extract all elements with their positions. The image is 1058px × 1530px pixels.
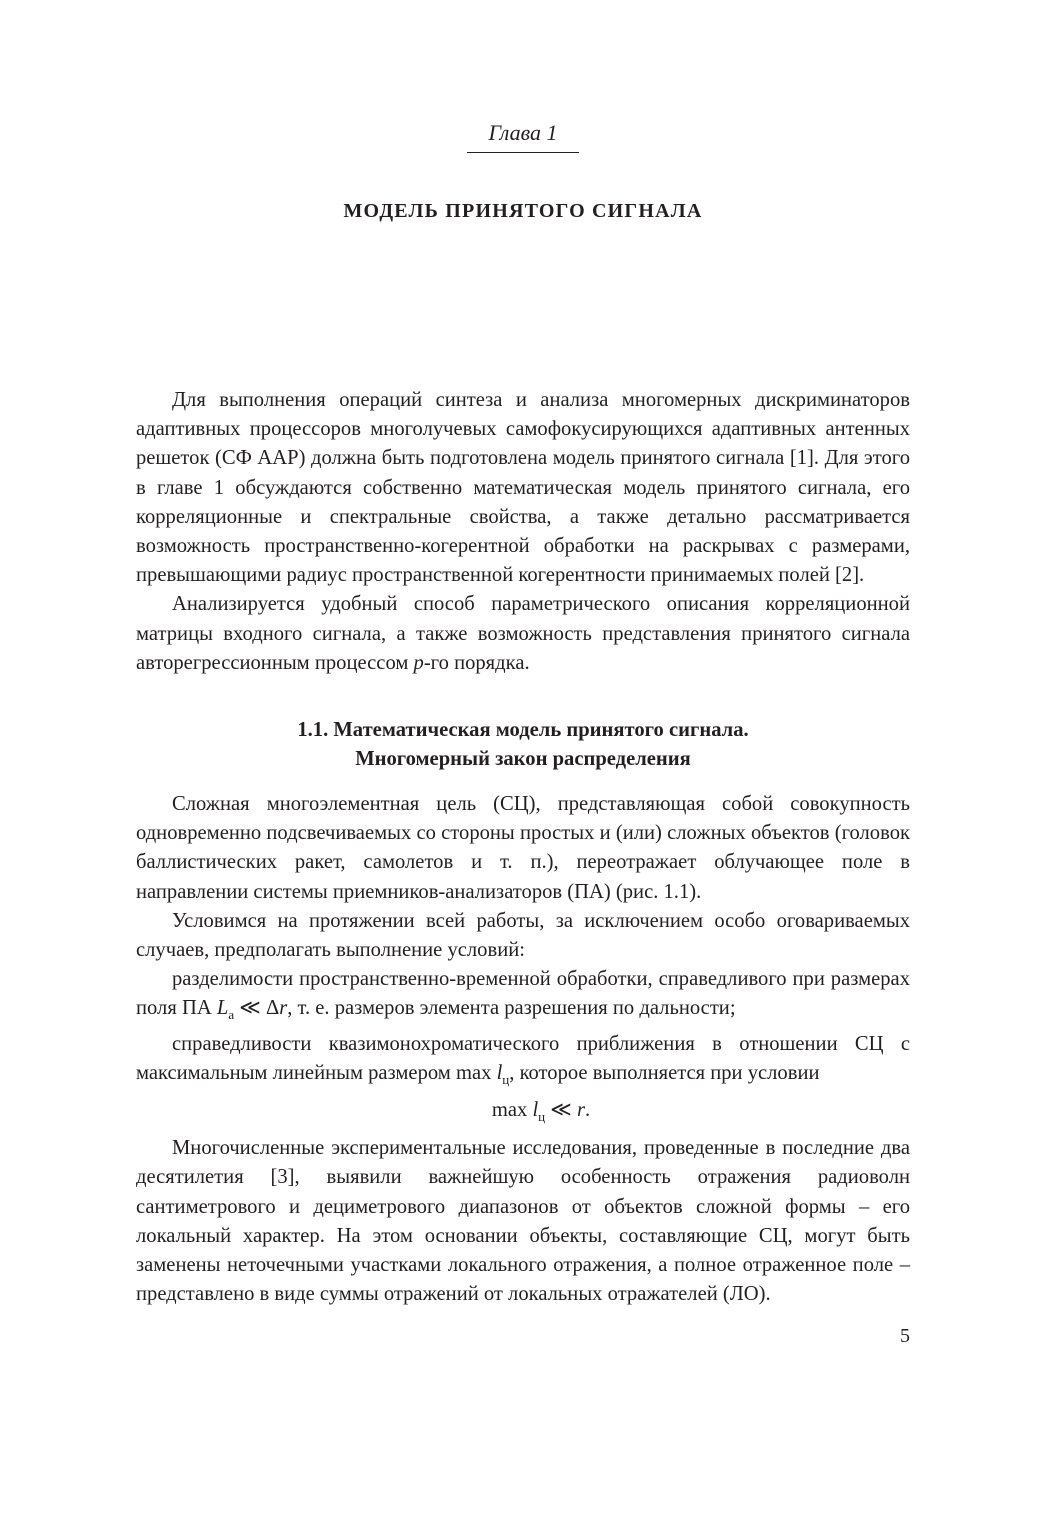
section-paragraph-2: Условимся на протяжении всей работы, за исключением особо оговариваемых случаев, предполагать выполнение условий: — [136, 909, 910, 962]
section-paragraph-1: Сложная многоэлементная цель (СЦ), представляющая собой совокупность одновременно подсвечиваемых со стороны простых и (или) сложных объектов (головок баллистических ракет, самолетов и т. п.), переотражает облучающее поле в направлении системы приемников-анализаторов (ПА) (рис. 1.1). — [136, 793, 910, 903]
intro-paragraph-2 — [136, 590, 910, 678]
section-heading-line-2: Многомерный закон распределения — [355, 748, 691, 770]
section-paragraph-5: Многочисленные экспериментальные исследования, проведенные в последние два десятилетия [3], выявили важнейшую особенность отражения радиоволн сантиметрового и дециметрового диапазонов от объектов сложной формы – его локальный характер. На этом основании объекты, составляющие СЦ, могут быть заменены неточечными участками локального отражения, а полное отраженное поле – представлено в виде суммы отражений от локальных отражателей (ЛО). — [136, 1137, 910, 1306]
intro-text — [136, 386, 910, 678]
chapter-title: МОДЕЛЬ ПРИНЯТОГО СИГНАЛА — [343, 200, 703, 222]
target-size-symbol: $l_ц$ — [496, 1061, 510, 1087]
intro-paragraph-2-text: Анализируется удобный способ параметрического описания корреляционной матрицы входного сигнала, а также возможность представления принятого сигнала авторегрессионным процессом — [136, 593, 910, 674]
section-paragraph-3-end: , т. е. размеров элемента разрешения по дальности; — [287, 997, 736, 1020]
much-less-than-delta: ≪ Δ — [234, 997, 280, 1020]
chapter-rule — [467, 152, 579, 153]
intro-paragraph-2-end: -го порядка. — [423, 651, 530, 674]
field-size-symbol: $L_a$ — [216, 997, 235, 1023]
section-paragraph-4-end: , которое выполняется при условии — [509, 1061, 820, 1084]
intro-paragraph-1: Для выполнения операций синтеза и анализа многомерных дискриминаторов адаптивных процессоров многолучевых самофокусирующихся адаптивных антенных решеток (СФ ААР) должна быть подготовлена модель принятого сигнала [1]. Для этого в главе 1 обсуждаются собственно математическая модель принятого сигнала, его корреляционные и спектральные свойства, а также детально рассматривается возможность пространственно-когерентной обработки на раскрывах с размерами, превышающими радиус пространственной когерентности принимаемых полей [2]. — [136, 389, 910, 587]
formula-l: $l_ц$ — [532, 1099, 546, 1125]
section-paragraph-4-text: справедливости квазимонохроматического приближения в отношении СЦ с максимальным линейным размером max — [136, 1032, 910, 1084]
section-text — [136, 790, 910, 1309]
range-symbol: r — [279, 997, 288, 1020]
section-paragraph-3-text: разделимости пространственно-временной обработки, справедливого при размерах поля ПА — [136, 968, 910, 1020]
page-number: 5 — [900, 1325, 910, 1347]
chapter-label: Глава 1 — [488, 120, 558, 145]
formula-r: r — [577, 1099, 586, 1122]
section-heading-line-1: 1.1. Математическая модель принятого сигнала. — [297, 719, 749, 741]
condition-formula: $\max l_ц$ ≪ r. — [491, 1099, 591, 1125]
section-paragraph-3 — [136, 965, 910, 1029]
section-paragraph-4 — [136, 1030, 910, 1094]
section-heading — [0, 716, 1046, 774]
order-variable: p — [413, 651, 424, 674]
